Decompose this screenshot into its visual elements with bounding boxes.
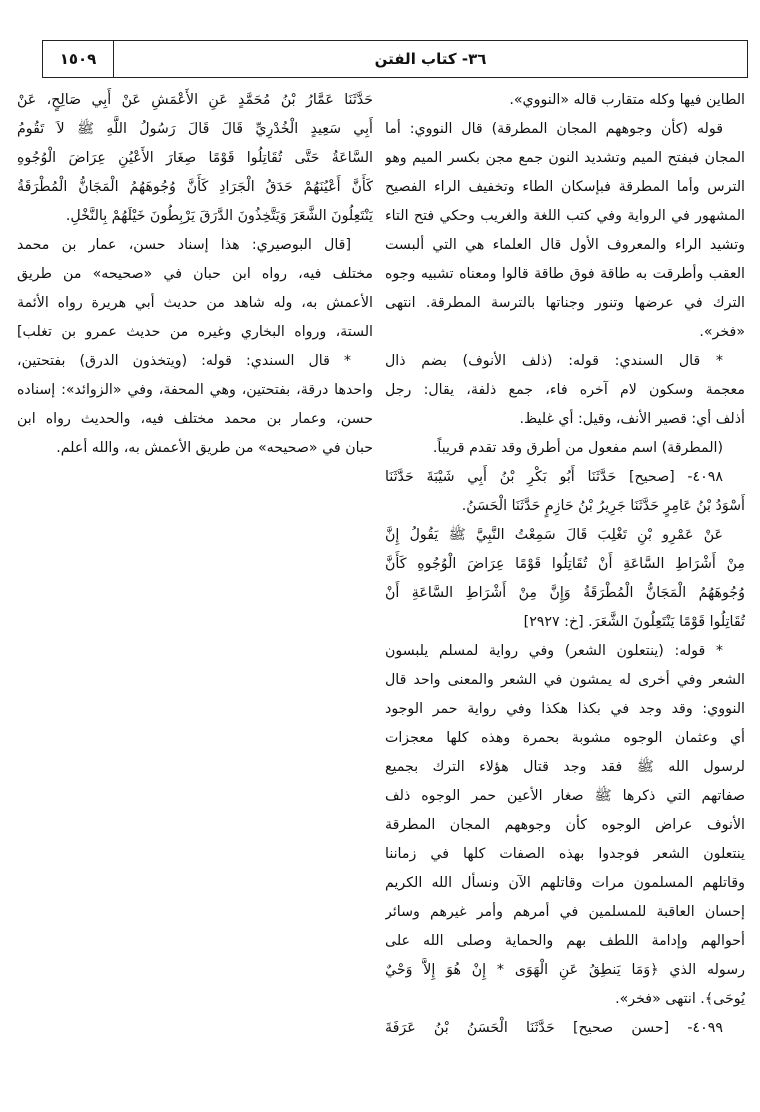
right-text-line: النووي: وقد وجد في بكذا هكذا وفي رواية حمر الوجود bbox=[385, 701, 745, 717]
right-text-line: مِنْ أَشْرَاطِ السَّاعَةِ أَنْ تُقَاتِلُوا قَوْمًا عِرَاضَ الْوُجُوهِ كَأَنَّ bbox=[385, 556, 745, 572]
right-text-line: لرسول الله ﷺ فقد وجد قتال هؤلاء الترك بجميع bbox=[385, 759, 745, 775]
right-text-line: المجان فبفتح الميم وتشديد النون جمع مجن بكسر الميم وهو bbox=[385, 150, 745, 166]
right-text-line: رسوله الذي ﴿وَمَا يَنطِقُ عَنِ الْهَوَى * إِنْ هُوَ إِلاَّ وَحْيٌ bbox=[385, 962, 745, 978]
left-text-line: مختلف فيه، رواه ابن حبان في «صحيحه» من طريق bbox=[17, 266, 373, 282]
left-text-line: الأعمش به، وله شاهد من حديث أبي هريرة رواه الأئمة bbox=[17, 295, 373, 311]
right-text-line: قوله (كأن وجوههم المجان المطرقة) قال النووي: أما bbox=[385, 121, 723, 137]
chapter-title: ٣٦- كتاب الفتن bbox=[374, 50, 487, 68]
right-text-line: الترك في عرضها وتنور وجناتها بالترسة المطرقة. انتهى bbox=[385, 295, 745, 311]
left-text-line: يَنْتَعِلُونَ الشَّعَرَ وَيَتَّخِذُونَ الدَّرَقَ يَرْبِطُونَ خَيْلَهُمْ بِالنَّخْلِ. bbox=[65, 208, 373, 224]
right-text-line: ٤٠٩٨- [صحيح] حَدَّثَنَا أَبُو بَكْرِ بْنُ أَبِي شَيْبَةَ حَدَّثَنَا bbox=[385, 469, 723, 485]
left-text-line: حَدَّثَنَا عَمَّارُ بْنُ مُحَمَّدٍ عَنِ الأَعْمَشِ عَنْ أَبِي صَالِحٍ، عَنْ bbox=[17, 92, 373, 108]
left-text-line: [قال البوصيري: هذا إسناد حسن، عمار بن محمد bbox=[17, 237, 351, 253]
right-text-line: المشهور في الرواية وفي كتب اللغة والغريب وحكي فتح التاء bbox=[385, 208, 745, 224]
right-text-line: «فخر». bbox=[699, 324, 745, 340]
left-text-line: السَّاعَةُ حَتَّى تُقَاتِلُوا قَوْمًا صِغَارَ الأَعْيُنِ عِرَاضَ الْوُجُوهِ bbox=[17, 150, 373, 166]
right-text-line: أَسْوَدُ بْنُ عَامِرٍ حَدَّثَنَا جَرِيرُ بْنُ حَازِمٍ حَدَّثَنَا الْحَسَنُ. bbox=[461, 498, 745, 514]
left-text-line: كَأَنَّ أَعْيُنَهُمْ حَدَقُ الْجَرَادِ كَأَنَّ وُجُوهَهُمُ الْمَجَانُّ الْمُطْرَقَةُ bbox=[17, 179, 373, 195]
right-text-line: الأنوف عراض الوجوه كأن وجوههم المجان المطرقة bbox=[385, 817, 745, 833]
right-text-line: وقاتلهم المسلمون مرات وقاتلهم الآن ونسأل الله الكريم bbox=[385, 875, 745, 891]
right-text-line: ينتعلون الشعر فوجدوا بهذه الصفات كلها في زماننا bbox=[385, 846, 745, 862]
right-text-line: الشعر وفي أخرى له يمشون في الشعر والمعنى واحد قال bbox=[385, 672, 745, 688]
left-text-line: أَبِي سَعِيدٍ الْخُدْرِيِّ قَالَ قَالَ رَسُولُ اللَّهِ ﷺ لاَ تَقُومُ bbox=[17, 121, 373, 137]
left-text-column bbox=[17, 86, 373, 463]
right-text-line: * قال السندي: قوله: (ذلف الأنوف) بضم ذال bbox=[385, 353, 723, 369]
right-text-line: (المطرقة) اسم مفعول من أطرق وقد تقدم قريباً. bbox=[432, 440, 723, 456]
right-text-line: يُوحَى﴾. انتهى «فخر». bbox=[615, 991, 745, 1007]
right-text-line: وتشيد الراء والمعروف الأول قال العلماء هي التي ألبست bbox=[385, 237, 745, 253]
left-text-line: حسن، وعمار بن محمد مختلف فيه، والحديث رواه ابن bbox=[17, 411, 373, 427]
right-text-line: معجمة وسكون لام آخره فاء، جمع ذلفة، يقال: رجل bbox=[385, 382, 745, 398]
running-header bbox=[42, 40, 748, 78]
right-text-line: ٤٠٩٩- [حسن صحيح] حَدَّثَنَا الْحَسَنُ بْنُ عَرَفَةَ bbox=[385, 1020, 723, 1036]
right-text-line: تُقَاتِلُوا قَوْمًا يَنْتَعِلُونَ الشَّعَرَ. [خ: ٢٩٢٧] bbox=[523, 614, 745, 630]
right-text-line: أذلف أي: قصير الأنف، وقيل: أي غليظ. bbox=[519, 411, 745, 427]
right-text-line: عَنْ عَمْرِو بْنِ تَغْلِبَ قَالَ سَمِعْتُ النَّبِيَّ ﷺ يَقُولُ إِنَّ bbox=[385, 527, 723, 543]
right-text-line: * قوله: (ينتعلون الشعر) وفي رواية لمسلم يلبسون bbox=[385, 643, 723, 659]
left-text-line: حبان في «صحيحه» من طريق الأعمش به، والله أعلم. bbox=[56, 440, 373, 456]
left-text-line: واحدها درقة، بفتحتين، وهي المحفة، وفي «الزوائد»: إسناده bbox=[17, 382, 373, 398]
right-text-line: إحسان العاقبة للمسلمين في أمرهم وأمر غيرهم وسائر bbox=[385, 904, 745, 920]
right-text-line: العقب وأطرقت به طاقة فوق طاقة قالوا ومعناه تشبيه وجوه bbox=[385, 266, 745, 282]
page-number: ١٥٠٩ bbox=[43, 41, 114, 77]
right-text-line: أحوالهم وإدامة اللطف بهم والحماية وصلى الله على bbox=[385, 933, 745, 949]
right-text-line: صفاتهم التي ذكرها ﷺ صغار الأعين حمر الوجوه ذلف bbox=[385, 788, 745, 804]
right-text-line: الطاين فيها وكله متقارب قاله «النووي». bbox=[509, 92, 745, 108]
right-text-line: الترس وأما المطرقة فبإسكان الطاء وتخفيف الراء الفصيح bbox=[385, 179, 745, 195]
right-text-column bbox=[385, 86, 745, 1043]
left-text-line: الستة، ورواه البخاري وغيره من حديث عمرو بن تغلب] bbox=[17, 324, 373, 340]
left-text-line: * قال السندي: قوله: (ويتخذون الدرق) بفتحتين، bbox=[17, 353, 351, 369]
right-text-line: أي وعثمان الوجوه مشوبة بحمرة وهذه كلها معجزات bbox=[385, 730, 745, 746]
right-text-line: وُجُوهَهُمُ الْمَجَانُّ الْمُطْرَقَةُ وَإِنَّ مِنْ أَشْرَاطِ السَّاعَةِ أَنْ bbox=[385, 585, 745, 601]
